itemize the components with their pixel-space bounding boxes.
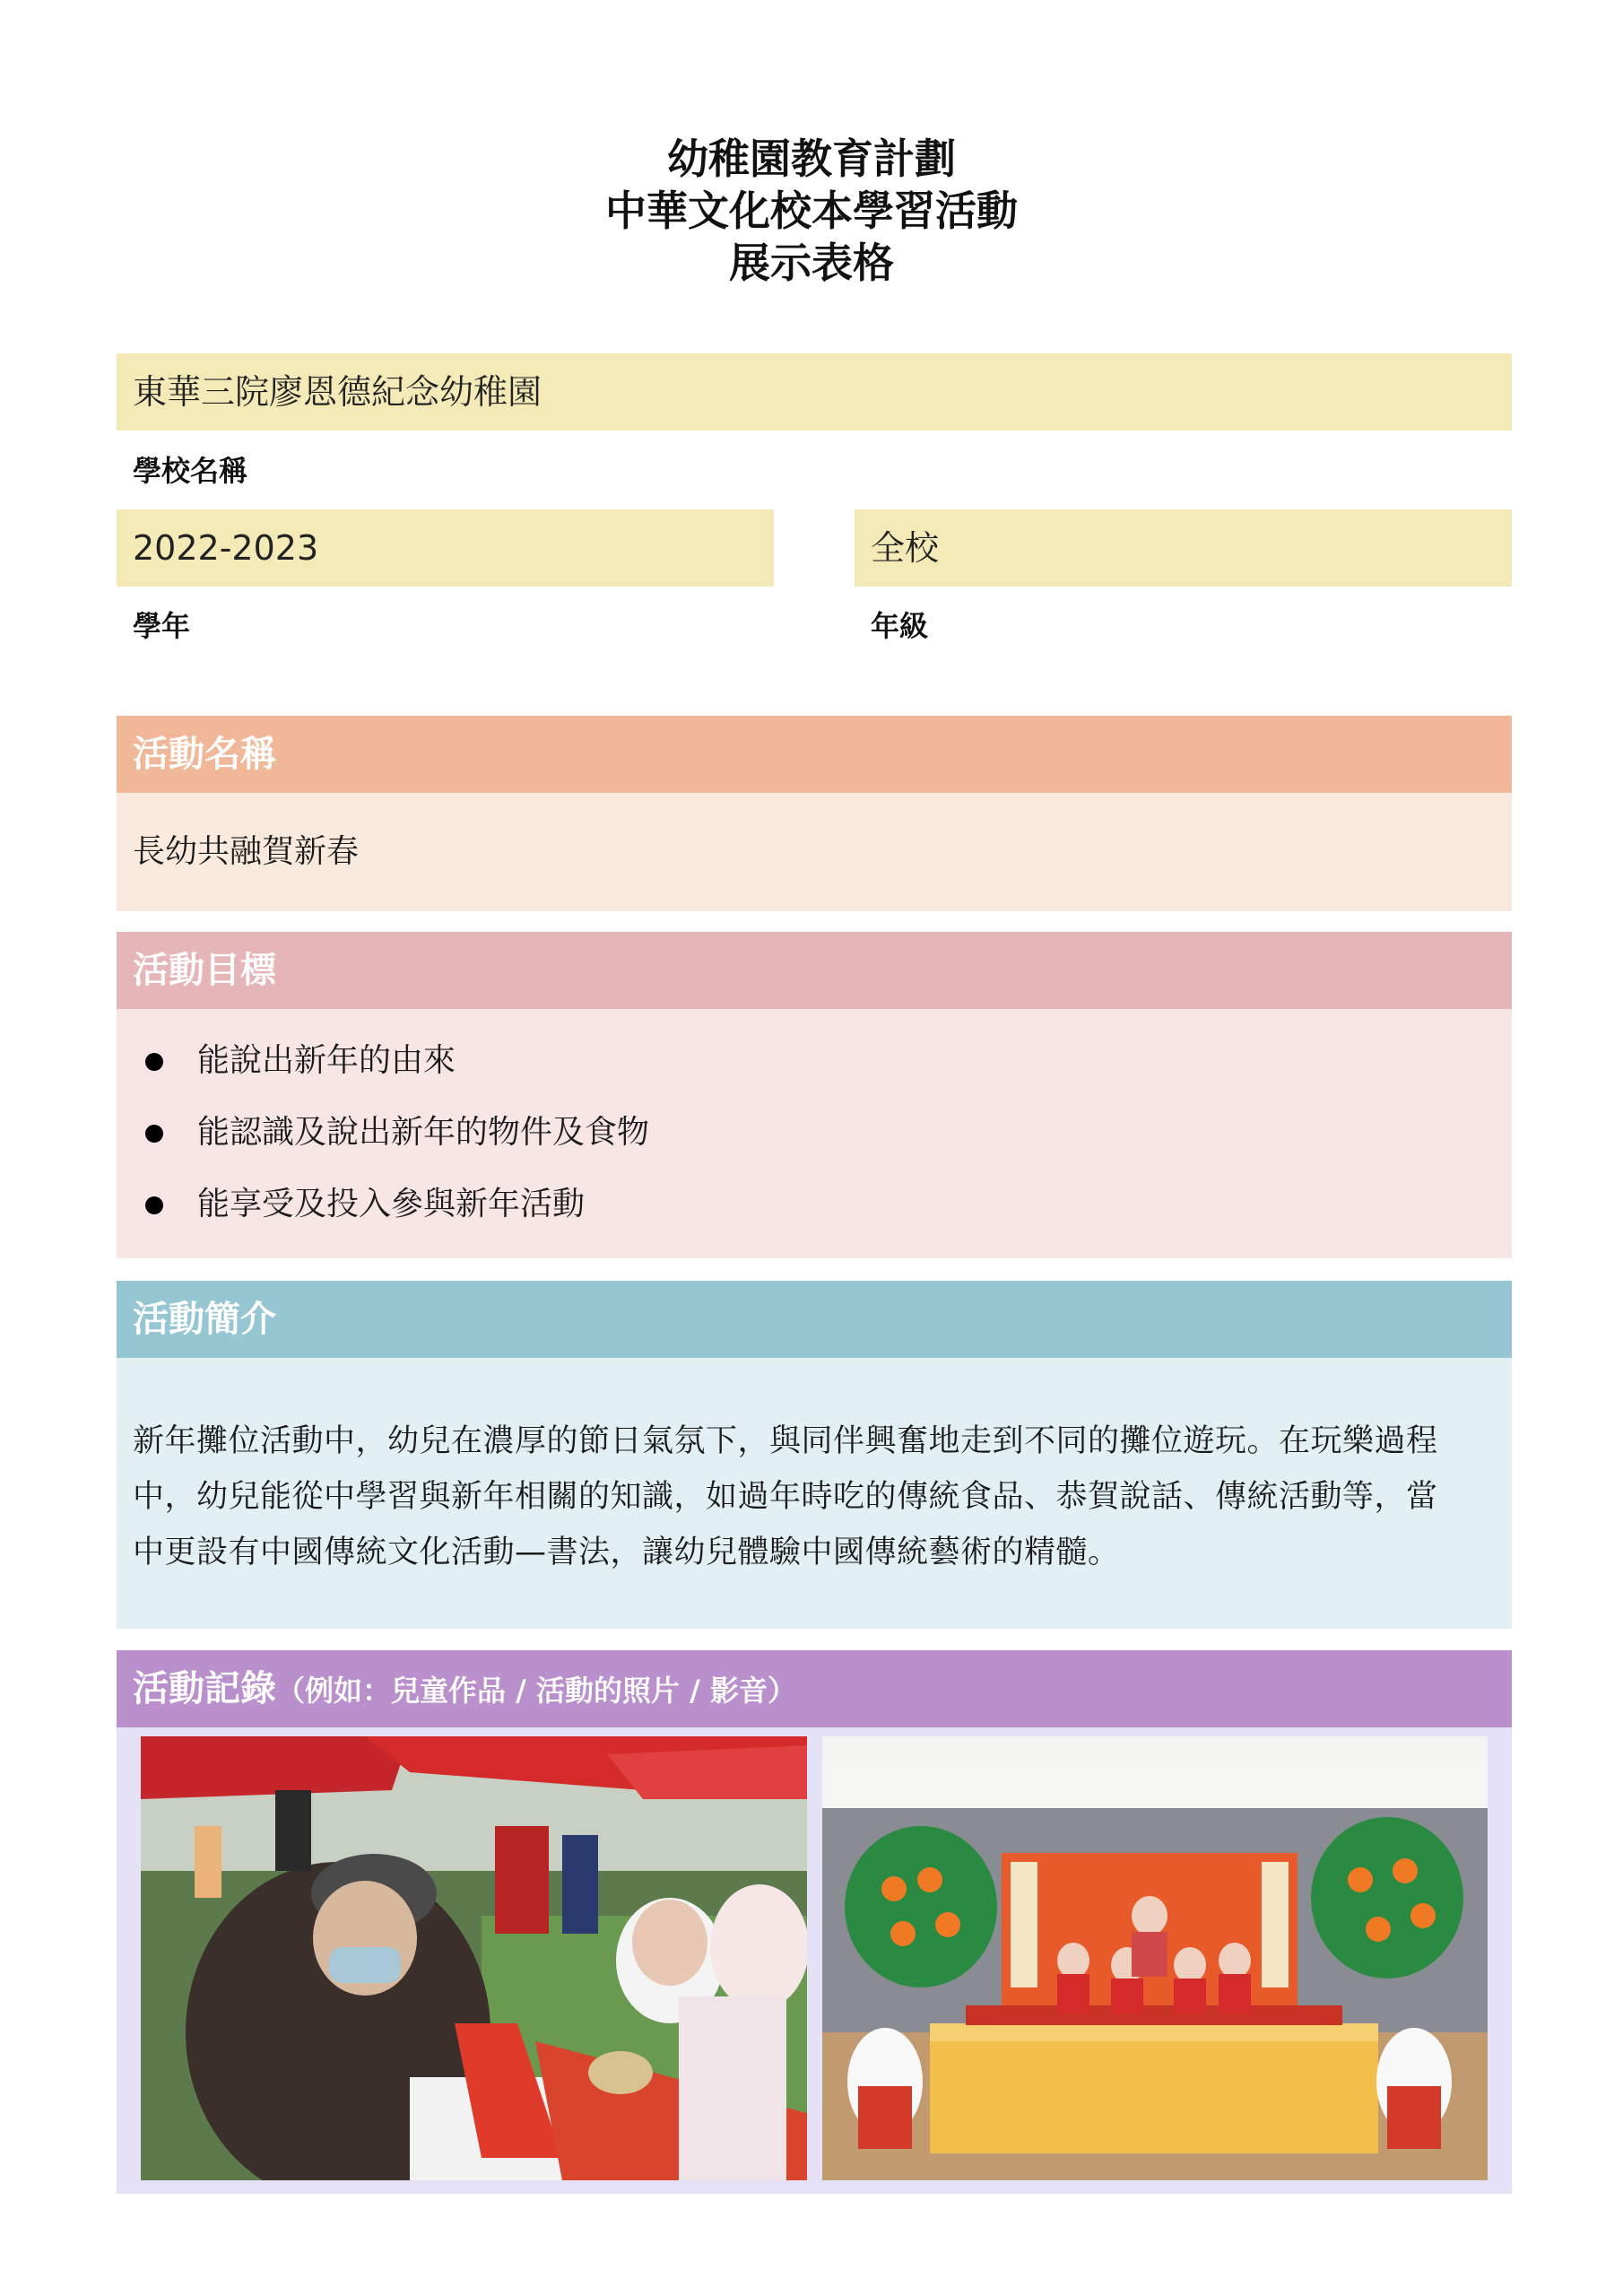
goal-text: 能說出新年的由來 <box>197 1042 456 1079</box>
goal-text: 能享受及投入參與新年活動 <box>197 1186 586 1222</box>
photo-stage <box>822 1736 1488 2180</box>
activity-goals-list <box>117 1009 1512 1258</box>
calligraphy-photo-image <box>141 1736 807 2180</box>
grade-field: 全校 <box>855 509 1512 587</box>
title-line-2: 中華文化校本學習活動 <box>605 187 1018 235</box>
title-line-3: 展示表格 <box>729 239 894 287</box>
activity-record-photos <box>117 1727 1512 2194</box>
bullet-icon <box>145 1125 163 1143</box>
activity-name-heading: 活動名稱 <box>117 716 1512 793</box>
bullet-icon <box>145 1053 163 1071</box>
record-subheading: （例如：兒童作品 / 活動的照片 / 影音） <box>276 1674 796 1708</box>
bullet-icon <box>145 1196 163 1214</box>
page-title <box>0 133 1623 289</box>
record-heading-text: 活動記錄 <box>133 1668 276 1709</box>
activity-intro-text <box>117 1358 1512 1629</box>
school-year-label: 學年 <box>133 609 191 643</box>
photo-calligraphy <box>141 1736 807 2180</box>
intro-line: 中更設有中國傳統文化活動—書法，讓幼兒體驗中國傳統藝術的精髓。 <box>133 1535 1120 1570</box>
goal-item <box>133 1097 1512 1169</box>
goal-text: 能認識及說出新年的物件及食物 <box>197 1114 650 1151</box>
intro-line: 中，幼兒能從中學習與新年相關的知識，如過年時吃的傳統食品、恭賀說話、傳統活動等，當 <box>133 1479 1438 1515</box>
goal-item <box>133 1025 1512 1097</box>
activity-record-heading <box>117 1650 1512 1727</box>
goal-item <box>133 1169 1512 1240</box>
stage-photo-image <box>822 1736 1488 2180</box>
grade-label: 年級 <box>871 609 929 643</box>
activity-goals-heading: 活動目標 <box>117 932 1512 1009</box>
activity-intro-heading: 活動簡介 <box>117 1281 1512 1358</box>
school-name-label: 學校名稱 <box>133 454 248 488</box>
school-year-field: 2022-2023 <box>117 509 774 587</box>
activity-name-text: 長幼共融賀新春 <box>117 793 1512 911</box>
school-name-field: 東華三院廖恩德紀念幼稚園 <box>117 353 1512 430</box>
title-line-1: 幼稚園教育計劃 <box>667 135 956 183</box>
intro-line: 新年攤位活動中，幼兒在濃厚的節日氣氛下，與同伴興奮地走到不同的攤位遊玩。在玩樂過程 <box>133 1423 1438 1459</box>
